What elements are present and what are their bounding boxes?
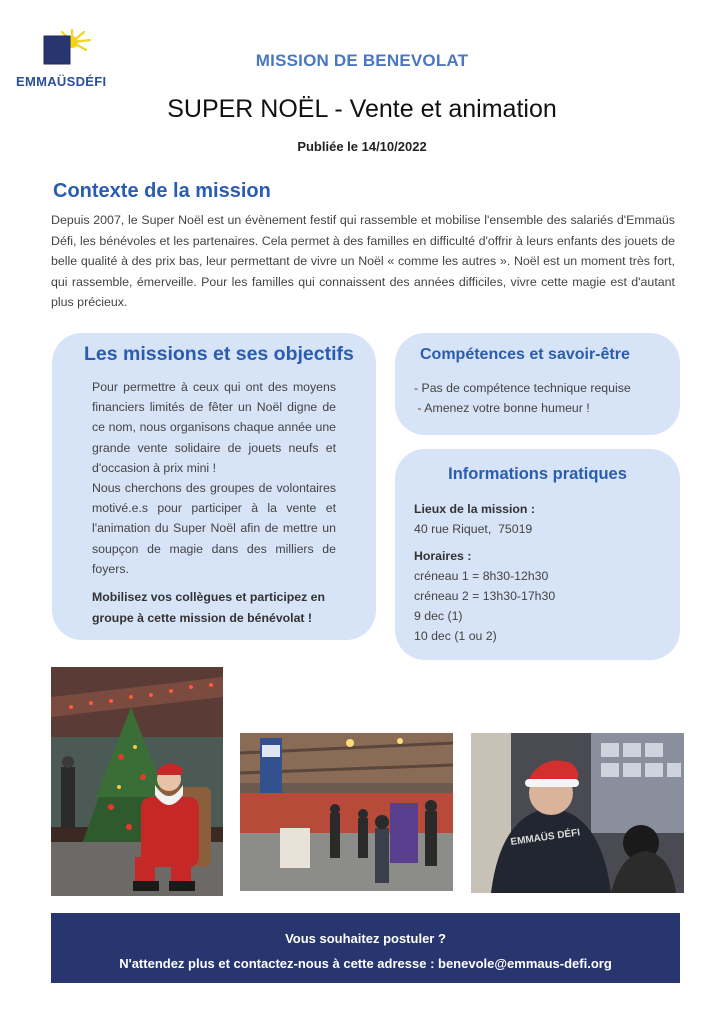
info-card [395, 449, 680, 660]
context-heading: Contexte de la mission [53, 180, 271, 202]
footer-contact: N'attendez plus et contactez-nous à cette adresse : benevole@emmaus-defi.org [119, 956, 612, 971]
footer-question: Vous souhaitez postuler ? [285, 931, 446, 946]
hours-label: Horaires : [414, 549, 472, 563]
mission-type-label: MISSION DE BENEVOLAT [255, 51, 469, 70]
hours-item: créneau 2 = 13h30-17h30 [414, 589, 556, 603]
missions-paragraph-1: Pour permettre à ceux qui ont des moyens financiers limités de fêter un Noël digne de ce nom, nous organisons chaque année une grande vente solidaire de jouets neufs et d'occasion à prix mini ! [92, 380, 336, 475]
jacket-print-text: EMMAÜS DÉFI [509, 827, 581, 848]
skills-list [414, 378, 631, 418]
missions-card [52, 333, 376, 640]
missions-heading: Les missions et ses objectifs [84, 343, 354, 365]
hours-block [414, 546, 555, 646]
skills-heading: Compétences et savoir-être [420, 346, 630, 363]
missions-paragraph-2: Nous cherchons des groupes de volontaires motivé.e.s pour participer à la vente et l'animation du Super Noël afin de mettre un soupçon de magie dans des milliers de foyers. [92, 481, 336, 576]
skills-card [395, 333, 680, 435]
location-block [414, 499, 535, 539]
context-body: Depuis 2007, le Super Noël est un évènement festif qui rassemble et mobilise l'ensemble des salariés d'Emmaüs Défi, les bénévoles et les partenaires. Cela permet à des familles en difficulté d'offrir à leurs enfants des jouets de belle qualité à des prix bas, leur permettant de vivre un Noël « comme les autres ». Noël est un moment très fort, qui rassemble, émerveille. Pour les familles qui connaissent des années difficiles, vivre cette magie est d'autant plus précieux. [51, 213, 675, 309]
missions-call-to-action: Mobilisez vos collègues et participez en groupe à cette mission de bénévolat ! [92, 590, 326, 625]
footer-banner [51, 913, 680, 983]
page-title: SUPER NOËL - Vente et animation [167, 95, 557, 123]
location-value: 40 rue Riquet, 75019 [414, 522, 533, 536]
missions-body [92, 377, 336, 579]
hours-item: 10 dec (1 ou 2) [414, 629, 497, 643]
info-heading: Informations pratiques [448, 465, 627, 483]
photo-santa-christmas-tree [51, 667, 223, 896]
photo-toy-sale-hall [240, 733, 453, 891]
published-date: Publiée le 14/10/2022 [297, 139, 427, 154]
skills-item: - Amenez votre bonne humeur ! [414, 401, 590, 415]
hours-item: créneau 1 = 8h30-12h30 [414, 569, 549, 583]
location-label: Lieux de la mission : [414, 502, 535, 516]
skills-item: - Pas de compétence technique requise [414, 381, 631, 395]
logo-wordmark: EMMAÜSDÉFI [16, 74, 107, 89]
hours-item: 9 dec (1) [414, 609, 463, 623]
photo-volunteer-santa-hat [471, 733, 684, 893]
